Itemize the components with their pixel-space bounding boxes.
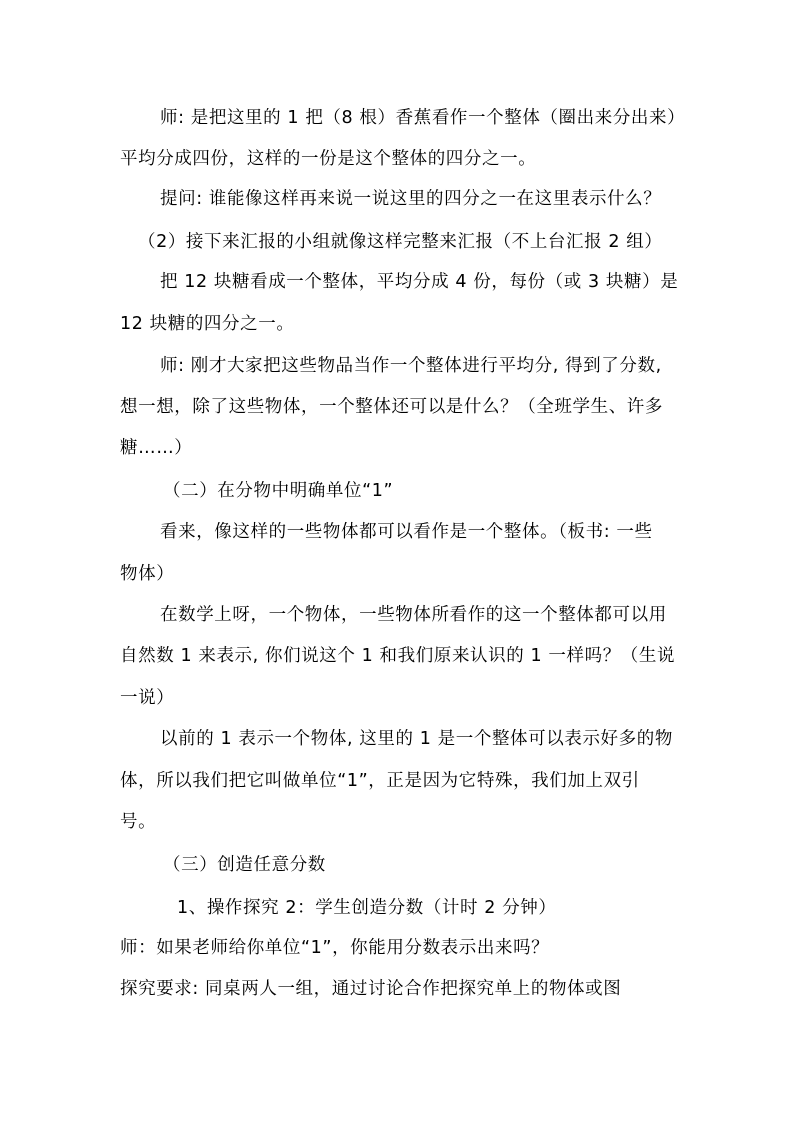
text-line: 体，所以我们把它叫做单位“1”，正是因为它特殊，我们加上双引 [120, 771, 640, 791]
text-line: 把 12 块糖看成一个整体，平均分成 4 份，每份（或 3 块糖）是 [160, 272, 679, 292]
text-line: 师：如果老师给你单位“1”，你能用分数表示出来吗？ [120, 938, 550, 958]
text-line: （2）接下来汇报的小组就像这样完整来汇报（不上台汇报 2 组） [138, 232, 663, 252]
text-line: 以前的 1 表示一个物体, 这里的 1 是一个整体可以表示好多的物 [160, 729, 673, 749]
text-line: 看来，像这样的一些物体都可以看作是一个整体。（板书: 一些 [160, 522, 653, 542]
text-line: 号。 [120, 812, 157, 832]
text-line: 在数学上呀，一个物体，一些物体所看作的这一个整体都可以用 [160, 605, 667, 625]
text-line: 提问: 谁能像这样再来说一说这里的四分之一在这里表示什么？ [160, 189, 662, 209]
section-heading: （三）创造任意分数 [163, 855, 326, 875]
subsection-heading: 1、操作探究 2：学生创造分数（计时 2 分钟） [177, 898, 557, 918]
text-line: 想一想，除了这些物体，一个整体还可以是什么？（全班学生、许多 [120, 397, 663, 417]
text-line: 糖……） [120, 438, 193, 458]
section-heading: （二）在分物中明确单位“1” [163, 481, 394, 501]
text-line: 平均分成四份，这样的一份是这个整体的四分之一。 [120, 149, 537, 169]
text-line: 自然数 1 来表示, 你们说这个 1 和我们原来认识的 1 一样吗？（生说 [120, 646, 676, 666]
text-line: 师: 是把这里的 1 把（8 根）香蕉看作一个整体（圈出来分出来） [160, 108, 686, 128]
text-line: 物体） [120, 564, 175, 584]
text-line: 师: 刚才大家把这些物品当作一个整体进行平均分, 得到了分数, [160, 356, 662, 376]
text-line: 探究要求: 同桌两人一组，通过讨论合作把探究单上的物体或图 [120, 979, 622, 999]
text-line: 12 块糖的四分之一。 [120, 314, 295, 334]
text-line: 一说） [120, 688, 175, 708]
